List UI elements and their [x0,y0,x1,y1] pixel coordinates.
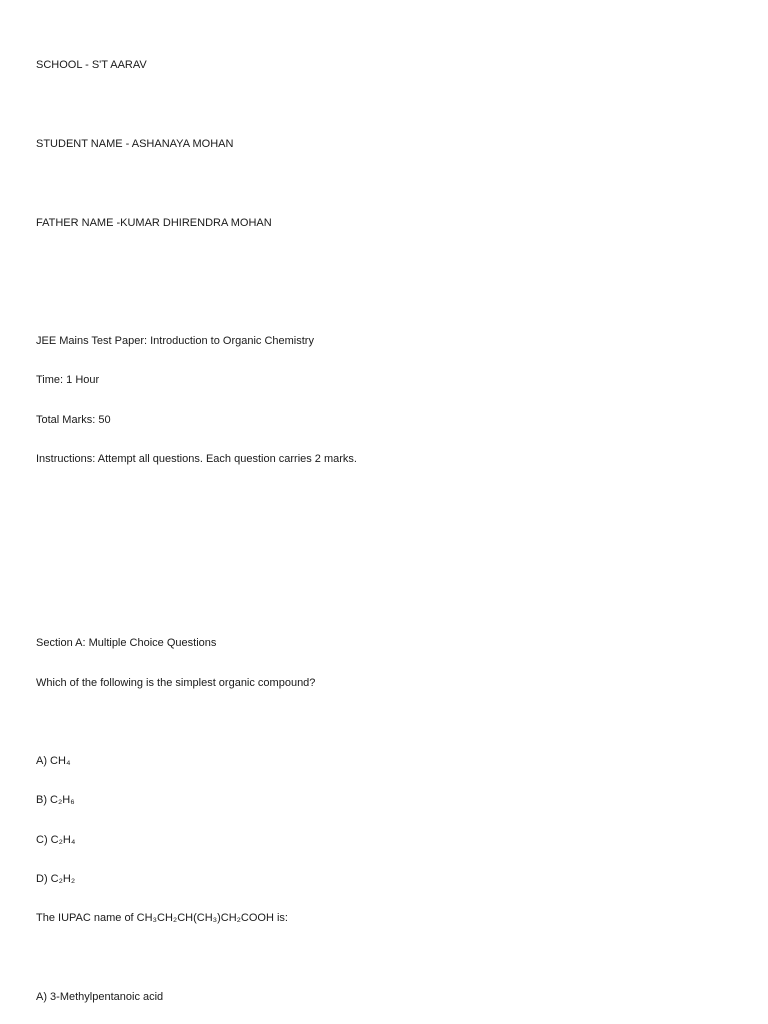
section-heading: Section A: Multiple Choice Questions [36,637,217,649]
option-d: D) C₂H₂ [36,873,76,885]
school-line: SCHOOL - S'T AARAV [36,59,147,71]
option-b: B) C₂H₆ [36,794,75,806]
question-text: The IUPAC name of CH₃CH₂CH(CH₃)CH₂COOH is: [36,912,288,924]
question-text: Which of the following is the simplest organic compound? [36,677,316,689]
option-a: A) 3-Methylpentanoic acid [36,991,164,1003]
father-name-line: FATHER NAME -KUMAR DHIRENDRA MOHAN [36,217,272,229]
paper-total-marks: Total Marks: 50 [36,414,111,426]
paper-instructions: Instructions: Attempt all questions. Each question carries 2 marks. [36,453,357,465]
option-a: A) CH₄ [36,755,71,767]
paper-title: JEE Mains Test Paper: Introduction to Organic Chemistry [36,335,314,347]
student-name-line: STUDENT NAME - ASHANAYA MOHAN [36,138,234,150]
paper-time: Time: 1 Hour [36,374,100,386]
option-c: C) C₂H₄ [36,834,76,846]
